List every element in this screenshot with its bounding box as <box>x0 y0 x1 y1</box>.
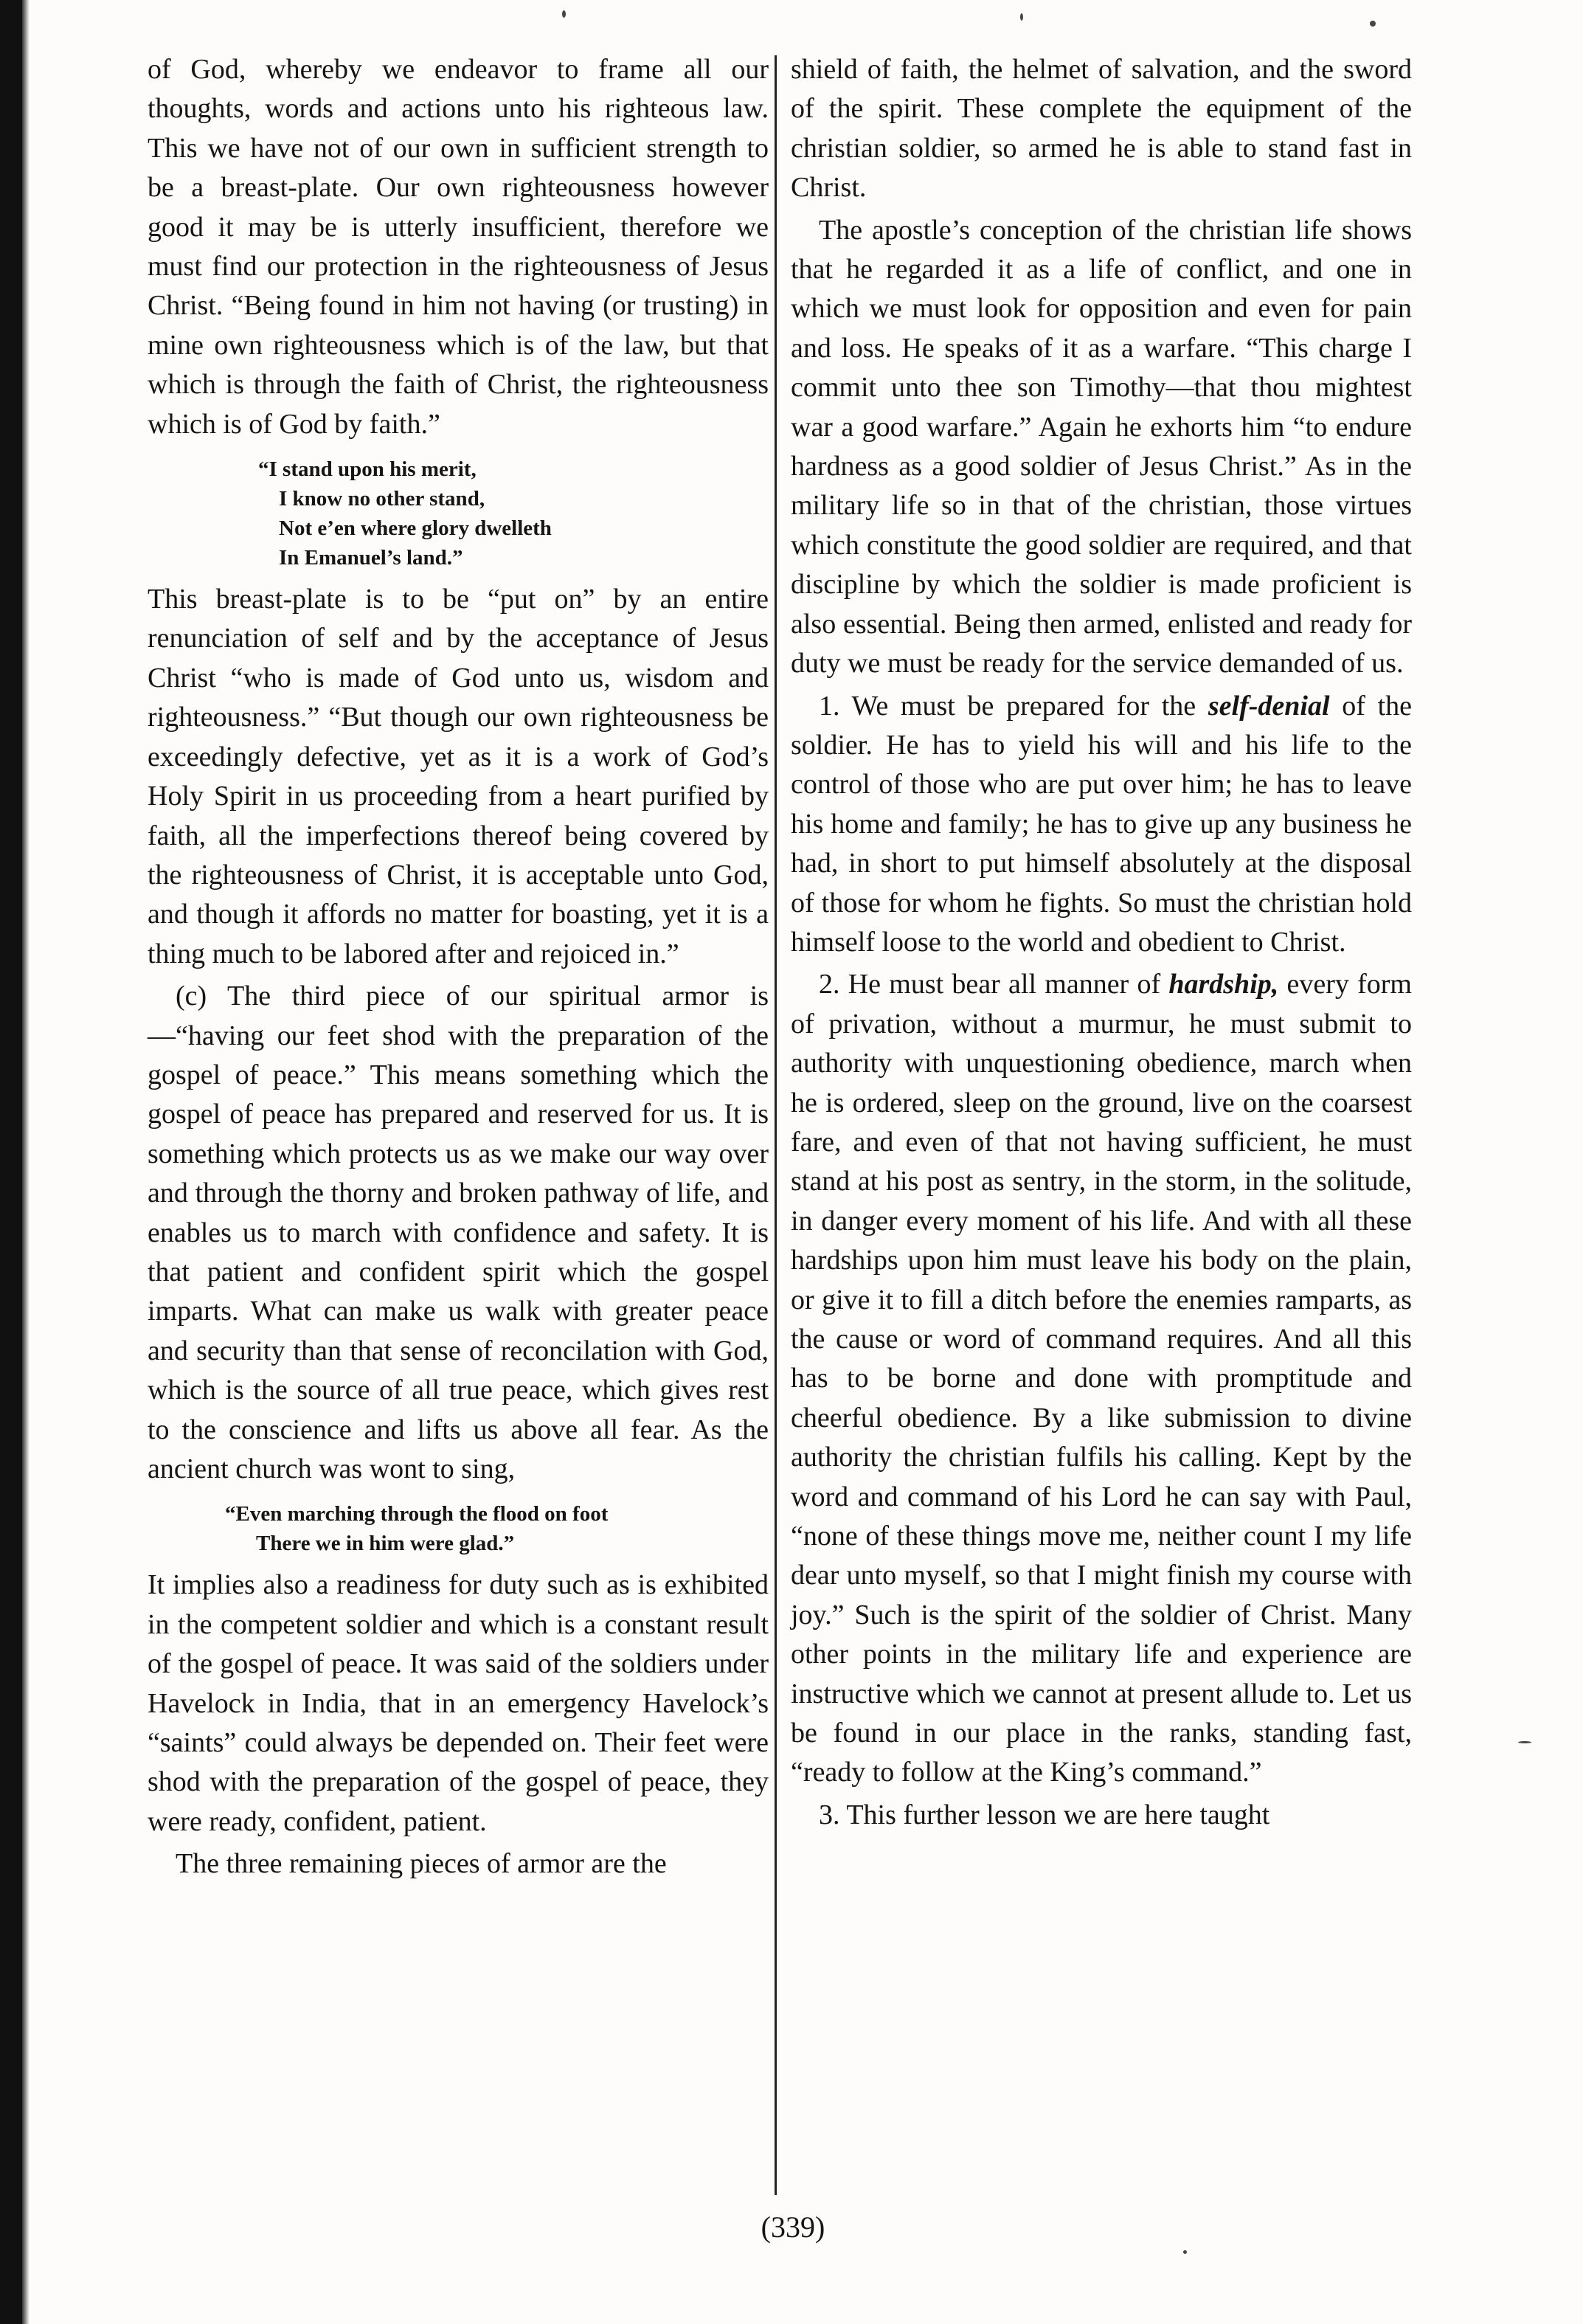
left-paragraph-2: This breast-plate is to be “put on” by an entire renunciation of self and by the acceptance of Jesus Christ “who is made of God unto us, wisdom and righteousness.” “But though our own righteousness be exceedingly defective, yet as it is a work of God’s Holy Spirit in us proceeding from a heart purified by faith, all the imperfections thereof being covered by the righteousness of Christ, it is acceptable unto God, and though it affords no matter for boasting, yet it is a thing much to be labored after and rejoiced in.” <box>148 584 769 969</box>
left-paragraph-4: It implies also a readiness for duty such as is exhibited in the competent soldier and which is a constant result of the gospel of peace. It was said of the soldiers under Havelock in India, that in an emergency Havelock’s “saints” could always be depended on. Their feet were shod with the preparation of the gospel of peace, they were ready, confident, patient. <box>148 1569 769 1837</box>
verse-marching-through-flood <box>148 1499 769 1558</box>
verse-line: In Emanuel’s land.” <box>279 546 463 570</box>
para-body-text: of the soldier. He has to yield his will and his life to the control of those who are put over him; he has to leave his home and family; he has to give up any business he had, in short to put himself absolutely at the disposal of those for whom he fights. So must the christian hold himself loose to the world and obedient to Christ. <box>791 690 1412 958</box>
scan-speck <box>1370 21 1376 27</box>
right-paragraph-3 <box>791 687 1412 963</box>
scan-speck <box>1020 13 1023 21</box>
right-paragraph-1: shield of faith, the helmet of salvation, and the sword of the spirit. These complete the equipment of the christian soldier, so armed he is able to stand fast in Christ. <box>791 54 1412 204</box>
right-column <box>791 50 1412 1835</box>
verse-line: “Even marching through the flood on foot <box>225 1502 609 1526</box>
verse-line: “I stand upon his merit, <box>258 457 477 482</box>
verse-line: I know no other stand, <box>279 487 485 511</box>
emphasis-self-denial: self-denial <box>1208 690 1330 722</box>
verse-line: Not e’en where glory dwelleth <box>279 516 552 541</box>
verse-stand-upon-merit <box>148 454 769 573</box>
binding-shadow <box>0 0 22 2324</box>
verse-line: There we in him were glad.” <box>256 1532 515 1556</box>
right-paragraph-2: The apostle’s conception of the christian life shows that he regarded it as a life of conflict, and one in which we must look for opposition and even for pain and loss. He speaks of it as a warfare. “This charge I commit unto thee son Timothy—that thou mightest war a good warfare.” Again he exhorts him “to endure hardness as a good soldier of Jesus Christ.” As in the military life so in that of the christian, those virtues which constitute the good soldier are required, and that discipline by which the soldier is made proficient is also essential. Being then armed, enlisted and ready for duty we must be ready for the service demanded of us. <box>791 214 1412 679</box>
left-paragraph-3: (c) The third piece of our spiritual armor is —“having our feet shod with the preparation of the gospel of peace.” This means something which the gospel of peace has prepared and reserved for us. It is something which protects us as we make our way over and through the thorny and broken pathway of life, and enables us to march with confidence and safety. It is that patient and confident spirit which the gospel imparts. What can make us walk with greater peace and security than that sense of reconcilation with God, which is the source of all true peace, which gives rest to the conscience and lifts us above all fear. As the ancient church was wont to sing, <box>148 981 769 1484</box>
para-lead-text: 1. We must be prepared for the <box>819 690 1208 722</box>
column-rule <box>775 55 777 2195</box>
scan-speck <box>1518 1741 1531 1743</box>
left-paragraph-5: The three remaining pieces of armor are the <box>176 1848 667 1880</box>
scan-speck <box>562 10 566 18</box>
para-lead-text: 2. He must bear all manner of <box>819 969 1169 1000</box>
para-body-text: every form of privation, without a murmur, he must submit to authority with unquestioning obedience, march when he is ordered, sleep on the ground, live on the coarsest fare, and even of that not having sufficient, he must stand at his post as sentry, in the storm, in the solitude, in danger every moment of his life. And with all these hardships upon him must leave his body on the plain, or give it to fill a ditch before the enemies ramparts, as the cause or word of command requires. And all this has to be borne and done with promptitude and cheerful obedience. By a like submission to divine authority the christian fulfils his calling. Kept by the word and command of his Lord he can say with Paul, “none of these things move me, neither count I my life dear unto myself, so that I might finish my course with joy.” Such is the spirit of the soldier of Christ. Many other points in the military life and experience are instructive which we cannot at present allude to. Let us be found in our place in the ranks, standing fast, “ready to follow at the King’s command.” <box>791 969 1412 1788</box>
left-paragraph-1: of God, whereby we endeavor to frame all our thoughts, words and actions unto his righteous law. This we have not of our own in sufficient strength to be a breast-plate. Our own righteousness however good it may be is utterly insufficient, therefore we must find our protection in the righteousness of Jesus Christ. “Being found in him not having (or trusting) in mine own righteousness which is of the law, but that which is through the faith of Christ, the righteousness which is of God by faith.” <box>148 54 769 440</box>
emphasis-hardship: hardship, <box>1168 969 1279 1000</box>
binding-gutter <box>22 0 30 2324</box>
scan-speck <box>1183 2250 1187 2254</box>
left-column <box>148 50 769 1884</box>
right-paragraph-4 <box>791 965 1412 1793</box>
page-number: (339) <box>761 2210 825 2244</box>
right-paragraph-5: 3. This further lesson we are here taught <box>819 1799 1270 1830</box>
